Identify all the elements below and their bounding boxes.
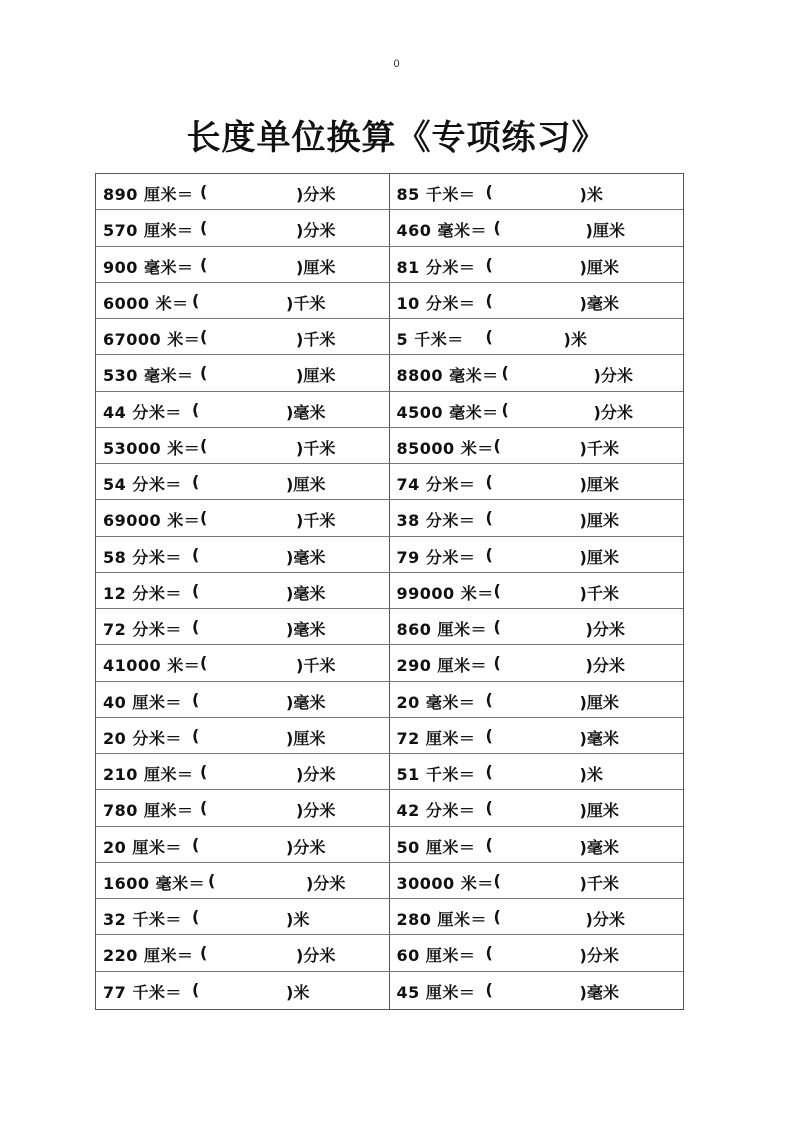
question-text: 220 厘米＝ [103,946,194,966]
left-exercise-cell [96,863,390,898]
answer-open-paren: ( [192,290,200,310]
question-text: 4500 毫米＝ [396,402,499,422]
answer-unit-text: )米 [286,910,310,929]
question-text: 8800 毫米＝ [396,366,499,386]
answer-open-paren: ( [485,254,493,274]
answer-unit-text: )米 [579,185,603,204]
right-exercise-cell [390,283,684,318]
answer-open-paren: ( [485,979,493,999]
answer-unit-text: )千米 [296,438,336,458]
answer-open-paren: ( [485,834,493,854]
answer-unit-text: )分米 [296,185,336,204]
right-exercise-cell [390,645,684,680]
left-exercise-cell [96,972,390,1009]
left-exercise-cell [96,537,390,572]
answer-open-paren: ( [485,762,493,781]
answer-unit-text: )毫米 [579,728,619,748]
question-text: 72 分米＝ [103,620,182,639]
answer-unit-text: )米 [563,330,587,349]
question-text: 51 千米＝ [396,765,476,784]
question-text: 570 厘米＝ [103,221,194,241]
answer-open-paren: ( [493,870,501,890]
right-exercise-cell [390,790,684,825]
answer-open-paren: ( [200,762,208,781]
right-exercise-cell [390,319,684,354]
answer-open-paren: ( [200,363,208,383]
question-text: 890 厘米＝ [103,185,194,204]
table-row [96,609,683,645]
question-text: 81 分米＝ [396,257,476,277]
answer-open-paren: ( [485,290,493,310]
right-exercise-cell [390,718,684,753]
question-text: 280 厘米＝ [396,910,487,929]
left-exercise-cell [96,754,390,789]
question-text: 60 厘米＝ [396,946,476,966]
left-exercise-cell [96,790,390,825]
page-number: 0 [393,58,400,70]
right-exercise-cell [390,573,684,608]
answer-open-paren: ( [501,363,509,383]
answer-open-paren: ( [493,218,501,238]
question-text: 54 分米＝ [103,475,182,494]
question-text: 72 厘米＝ [396,728,476,748]
question-text: 210 厘米＝ [103,765,194,784]
exercise-table [95,173,684,1010]
question-text: 85000 米＝ [396,438,494,458]
table-row [96,210,683,246]
question-text: 20 毫米＝ [396,692,476,712]
table-row [96,247,683,283]
question-text: 30000 米＝ [396,873,494,893]
question-text: 69000 米＝ [103,511,201,531]
question-text: 45 厘米＝ [396,982,476,1002]
answer-unit-text: )分米 [296,946,336,966]
answer-unit-text: )千米 [286,293,326,313]
table-row [96,500,683,536]
question-text: 79 分米＝ [396,547,476,567]
right-exercise-cell [390,392,684,427]
left-exercise-cell [96,500,390,535]
answer-unit-text: )分米 [585,656,625,676]
answer-unit-text: )千米 [579,873,619,893]
left-exercise-cell [96,247,390,282]
answer-open-paren: ( [493,907,501,926]
right-exercise-cell [390,500,684,535]
table-row [96,428,683,464]
answer-unit-text: )千米 [296,511,336,531]
table-row [96,754,683,790]
table-row [96,392,683,428]
question-text: 67000 米＝ [103,330,201,349]
answer-unit-text: )毫米 [579,293,619,313]
question-text: 6000 米＝ [103,293,189,313]
left-exercise-cell [96,283,390,318]
right-exercise-cell [390,682,684,717]
table-row [96,682,683,718]
left-exercise-cell [96,682,390,717]
question-text: 44 分米＝ [103,402,182,422]
right-exercise-cell [390,935,684,970]
question-text: 290 厘米＝ [396,656,487,676]
question-text: 99000 米＝ [396,583,494,603]
question-text: 1600 毫米＝ [103,873,206,893]
answer-open-paren: ( [192,580,200,600]
table-row [96,935,683,971]
answer-open-paren: ( [485,689,493,709]
right-exercise-cell [390,609,684,644]
answer-unit-text: )毫米 [286,402,326,422]
table-row [96,899,683,935]
right-exercise-cell [390,247,684,282]
answer-open-paren: ( [192,399,200,419]
question-text: 41000 米＝ [103,656,201,676]
answer-unit-text: )千米 [579,438,619,458]
question-text: 50 厘米＝ [396,837,476,857]
question-text: 780 厘米＝ [103,801,194,821]
answer-open-paren: ( [200,254,208,274]
answer-open-paren: ( [192,689,200,709]
left-exercise-cell [96,935,390,970]
left-exercise-cell [96,319,390,354]
left-exercise-cell [96,827,390,862]
answer-unit-text: )分米 [286,837,326,857]
question-text: 42 分米＝ [396,801,476,821]
answer-unit-text: )毫米 [579,982,619,1002]
question-text: 53000 米＝ [103,438,201,458]
question-text: 38 分米＝ [396,511,476,531]
question-text: 10 分米＝ [396,293,476,313]
table-row [96,718,683,754]
question-text: 58 分米＝ [103,547,182,567]
answer-open-paren: ( [200,943,208,963]
table-row [96,972,683,1009]
answer-open-paren: ( [192,834,200,854]
left-exercise-cell [96,573,390,608]
answer-open-paren: ( [485,182,493,201]
answer-unit-text: )毫米 [286,583,326,603]
answer-open-paren: ( [493,617,501,636]
table-row [96,283,683,319]
answer-unit-text: )分米 [585,620,625,639]
answer-open-paren: ( [192,725,200,745]
answer-unit-text: )千米 [296,656,336,676]
answer-unit-text: )分米 [296,221,336,241]
answer-open-paren: ( [485,472,493,491]
answer-unit-text: )厘米 [579,692,619,712]
answer-unit-text: )厘米 [579,257,619,277]
right-exercise-cell [390,754,684,789]
left-exercise-cell [96,428,390,463]
left-exercise-cell [96,355,390,390]
right-exercise-cell [390,464,684,499]
answer-unit-text: )厘米 [579,511,619,531]
table-row [96,790,683,826]
answer-open-paren: ( [192,617,200,636]
question-text: 860 厘米＝ [396,620,487,639]
answer-unit-text: )厘米 [579,801,619,821]
answer-open-paren: ( [485,508,493,528]
table-row [96,827,683,863]
answer-unit-text: )厘米 [286,475,326,494]
right-exercise-cell [390,355,684,390]
answer-open-paren: ( [200,218,208,238]
question-text: 20 分米＝ [103,728,182,748]
answer-open-paren: ( [485,327,493,346]
answer-open-paren: ( [192,979,200,999]
answer-open-paren: ( [200,327,208,346]
answer-open-paren: ( [493,653,501,673]
right-exercise-cell [390,210,684,245]
right-exercise-cell [390,972,684,1009]
answer-open-paren: ( [493,435,501,455]
answer-unit-text: )分米 [306,873,346,893]
answer-open-paren: ( [192,472,200,491]
answer-unit-text: )分米 [579,946,619,966]
left-exercise-cell [96,392,390,427]
table-row [96,355,683,391]
answer-open-paren: ( [485,943,493,963]
answer-unit-text: )厘米 [579,547,619,567]
question-text: 77 千米＝ [103,982,182,1002]
answer-unit-text: )毫米 [286,692,326,712]
answer-unit-text: )毫米 [286,547,326,567]
answer-unit-text: )分米 [585,910,625,929]
answer-unit-text: )分米 [296,801,336,821]
right-exercise-cell [390,827,684,862]
question-text: 530 毫米＝ [103,366,194,386]
question-text: 5 千米＝ [396,330,464,349]
table-row [96,319,683,355]
table-row [96,863,683,899]
question-text: 460 毫米＝ [396,221,487,241]
right-exercise-cell [390,863,684,898]
table-row [96,174,683,210]
answer-open-paren: ( [485,544,493,564]
table-row [96,573,683,609]
answer-open-paren: ( [200,182,208,201]
right-exercise-cell [390,899,684,934]
answer-unit-text: )厘米 [286,728,326,748]
answer-unit-text: )毫米 [286,620,326,639]
left-exercise-cell [96,609,390,644]
answer-unit-text: )米 [286,982,310,1002]
table-row [96,645,683,681]
answer-unit-text: )千米 [296,330,336,349]
answer-unit-text: )分米 [296,765,336,784]
right-exercise-cell [390,428,684,463]
question-text: 20 厘米＝ [103,837,182,857]
left-exercise-cell [96,645,390,680]
answer-open-paren: ( [192,544,200,564]
table-row [96,464,683,500]
answer-unit-text: )厘米 [296,366,336,386]
answer-unit-text: )厘米 [579,475,619,494]
answer-open-paren: ( [485,798,493,818]
page-title: 长度单位换算《专项练习》 [186,118,607,158]
table-row [96,537,683,573]
answer-open-paren: ( [200,508,208,528]
question-text: 32 千米＝ [103,910,182,929]
answer-unit-text: )分米 [593,366,633,386]
question-text: 85 千米＝ [396,185,476,204]
answer-unit-text: )毫米 [579,837,619,857]
answer-open-paren: ( [200,435,208,455]
left-exercise-cell [96,718,390,753]
left-exercise-cell [96,174,390,209]
answer-open-paren: ( [485,725,493,745]
question-text: 74 分米＝ [396,475,476,494]
answer-unit-text: )厘米 [296,257,336,277]
question-text: 12 分米＝ [103,583,182,603]
right-exercise-cell [390,537,684,572]
answer-open-paren: ( [493,580,501,600]
question-text: 900 毫米＝ [103,257,194,277]
answer-unit-text: )千米 [579,583,619,603]
answer-open-paren: ( [200,798,208,818]
left-exercise-cell [96,464,390,499]
question-text: 40 厘米＝ [103,692,182,712]
answer-open-paren: ( [192,907,200,926]
left-exercise-cell [96,210,390,245]
right-exercise-cell [390,174,684,209]
answer-unit-text: )厘米 [585,221,625,241]
answer-open-paren: ( [208,870,216,890]
answer-unit-text: )分米 [593,402,633,422]
answer-open-paren: ( [200,653,208,673]
left-exercise-cell [96,899,390,934]
answer-unit-text: )米 [579,765,603,784]
answer-open-paren: ( [501,399,509,419]
